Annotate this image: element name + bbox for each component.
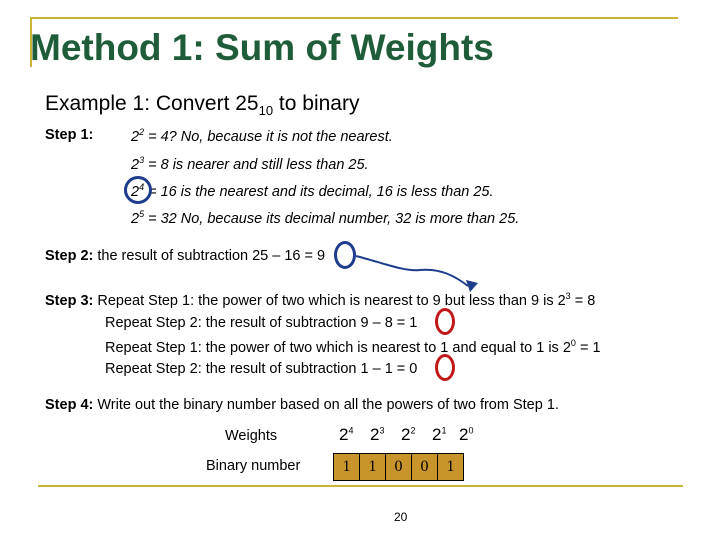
step3-line-3	[105, 338, 601, 356]
step3-label: Step 3:	[45, 292, 94, 309]
power-base: 2	[131, 156, 140, 173]
step3-text: Repeat Step 2: the result of subtraction 1 – 1 =	[105, 361, 410, 377]
example-heading-text: Example 1: Convert 25	[45, 92, 259, 115]
power-exponent: 2	[139, 127, 145, 137]
binary-digit: 1	[334, 454, 360, 481]
step3-line-2	[105, 315, 417, 331]
step3-suffix: = 8	[570, 292, 596, 309]
power-exponent: 4	[139, 182, 145, 192]
page-number: 20	[394, 510, 408, 524]
weight-base: 2	[370, 425, 380, 444]
step3-suffix: = 1	[575, 339, 601, 356]
binary-row	[334, 454, 464, 481]
power-base: 2	[131, 210, 140, 227]
weight-exponent: 4	[348, 425, 354, 436]
weight-base: 2	[432, 425, 442, 444]
binary-digit: 1	[438, 454, 464, 481]
weight-base: 2	[459, 425, 469, 444]
step1-line-text: = 32 No, because its decimal number, 32 is more than 25.	[144, 210, 520, 227]
step2-label: Step 2:	[45, 248, 94, 264]
step1-line-text: = 8 is nearer and still less than 25.	[144, 156, 369, 173]
weight-2-0	[459, 425, 473, 445]
step3-line-4	[105, 361, 417, 377]
step3-line-1	[45, 291, 595, 309]
weight-2-2	[401, 425, 415, 445]
bottom-rule	[38, 485, 683, 487]
binary-digit: 0	[412, 454, 438, 481]
binary-digit: 0	[386, 454, 412, 481]
step3-text: Repeat Step 1: the power of two which is nearest to 1 and equal to 1 is 2	[105, 339, 571, 356]
step4-label: Step 4:	[45, 397, 94, 413]
weight-exponent: 1	[441, 425, 447, 436]
step1-label: Step 1:	[45, 127, 94, 143]
power-base: 2	[131, 183, 140, 200]
step3-value: 1	[409, 315, 418, 331]
step4-text: Write out the binary number based on all the powers of two from Step 1.	[93, 397, 559, 413]
power-exponent: 5	[139, 209, 145, 219]
step4-line	[45, 397, 559, 413]
example-heading-base: 10	[258, 103, 274, 119]
power-exponent: 3	[565, 291, 571, 301]
slide-title: Method 1: Sum of Weights	[30, 27, 494, 68]
step1-line-text: = 4? No, because it is not the nearest.	[144, 128, 393, 145]
power-base: 2	[131, 128, 140, 145]
weights-label: Weights	[225, 428, 278, 444]
binary-number-label: Binary number	[206, 458, 301, 474]
highlight-circle-0	[435, 354, 455, 381]
step3-text: Repeat Step 1: the power of two which is nearest to 9 but less than 9 is 2	[93, 292, 566, 309]
weight-exponent: 3	[379, 425, 385, 436]
weight-2-4	[339, 425, 353, 445]
example-heading-suffix: to binary	[273, 92, 360, 115]
weight-exponent: 2	[410, 425, 416, 436]
step3-value: 0	[409, 361, 418, 377]
weight-base: 2	[339, 425, 349, 444]
weight-2-3	[370, 425, 384, 445]
weight-base: 2	[401, 425, 411, 444]
highlight-circle-1	[435, 308, 455, 335]
binary-digit: 1	[360, 454, 386, 481]
step1-line-text: = 16 is the nearest and its decimal, 16 is less than 25.	[144, 183, 494, 200]
power-exponent: 0	[570, 338, 576, 348]
arrow-path	[356, 256, 468, 286]
binary-table	[333, 453, 464, 481]
weight-2-1	[432, 425, 446, 445]
step2-text: the result of subtraction 25 – 16 =	[93, 248, 318, 264]
power-exponent: 3	[139, 155, 145, 165]
step3-text: Repeat Step 2: the result of subtraction 9 – 8 =	[105, 315, 410, 331]
weight-exponent: 0	[468, 425, 474, 436]
step2-value: 9	[317, 248, 326, 264]
